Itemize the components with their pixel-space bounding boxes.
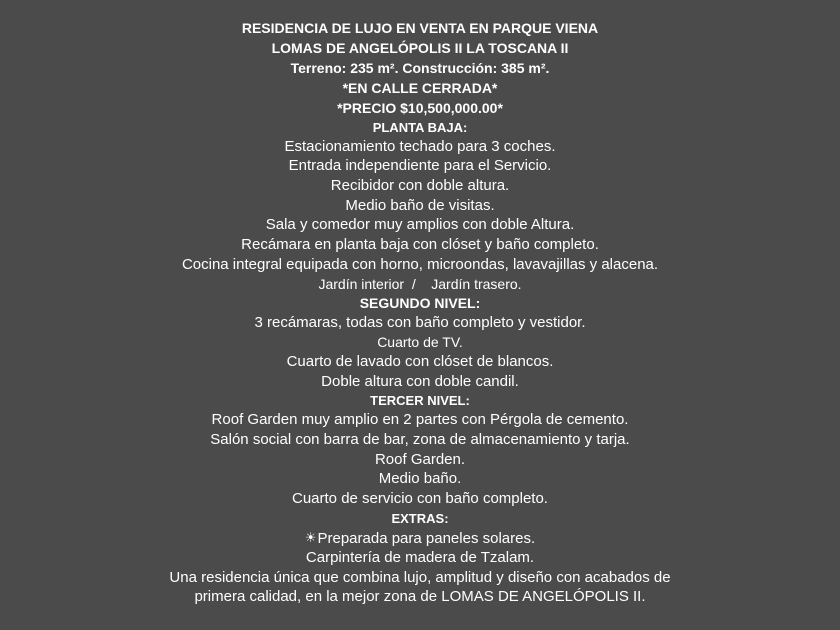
price: *PRECIO $10,500,000.00* xyxy=(337,100,503,116)
extras-item-solar xyxy=(0,528,840,549)
tercer-nivel-item: Roof Garden. xyxy=(374,451,466,468)
surface-info: Terreno: 235 m². Construcción: 385 m². xyxy=(290,60,550,76)
planta-baja-item: Recibidor con doble altura. xyxy=(330,177,510,194)
tercer-nivel-item: Roof Garden muy amplio en 2 partes con Pérgola de cemento. xyxy=(211,411,629,428)
segundo-nivel-item: Doble altura con doble candil. xyxy=(321,373,519,390)
planta-baja-item: Recámara en planta baja con clóset y baño completo. xyxy=(241,236,599,253)
closing-line-2: primera calidad, en la mejor zona de LOMAS DE ANGELÓPOLIS II. xyxy=(194,588,646,605)
listing-title-line-2: LOMAS DE ANGELÓPOLIS II LA TOSCANA II xyxy=(271,40,569,56)
tercer-nivel-heading: TERCER NIVEL: xyxy=(370,393,470,408)
planta-baja-item: Cocina integral equipada con horno, microondas, lavavajillas y alacena. xyxy=(181,256,659,273)
listing-title-line-1: RESIDENCIA DE LUJO EN VENTA EN PARQUE VIENA xyxy=(241,20,599,36)
planta-baja-heading: PLANTA BAJA: xyxy=(372,120,468,135)
segundo-nivel-item: Cuarto de lavado con clóset de blancos. xyxy=(286,353,554,370)
tercer-nivel-item: Medio baño. xyxy=(378,470,462,487)
sun-icon: ☀ xyxy=(304,530,317,545)
segundo-nivel-item: 3 recámaras, todas con baño completo y vestidor. xyxy=(254,314,586,331)
planta-baja-item: Jardín interior / Jardín trasero. xyxy=(318,276,522,292)
extras-heading: EXTRAS: xyxy=(391,511,449,526)
segundo-nivel-item: Cuarto de TV. xyxy=(377,334,463,350)
tercer-nivel-item: Cuarto de servicio con baño completo. xyxy=(292,490,548,507)
extras-item: Carpintería de madera de Tzalam. xyxy=(305,549,535,566)
planta-baja-item: Sala y comedor muy amplios con doble Altura. xyxy=(265,216,575,233)
street-note: *EN CALLE CERRADA* xyxy=(342,80,498,96)
planta-baja-item: Estacionamiento techado para 3 coches. xyxy=(284,138,556,155)
planta-baja-item: Entrada independiente para el Servicio. xyxy=(288,157,552,174)
tercer-nivel-item: Salón social con barra de bar, zona de almacenamiento y tarja. xyxy=(210,431,630,448)
extras-item-solar-label: Preparada para paneles solares. xyxy=(317,530,536,547)
planta-baja-item: Medio baño de visitas. xyxy=(345,197,495,214)
closing-line-1: Una residencia única que combina lujo, amplitud y diseño con acabados de xyxy=(169,569,671,586)
segundo-nivel-heading: SEGUNDO NIVEL: xyxy=(359,295,481,311)
